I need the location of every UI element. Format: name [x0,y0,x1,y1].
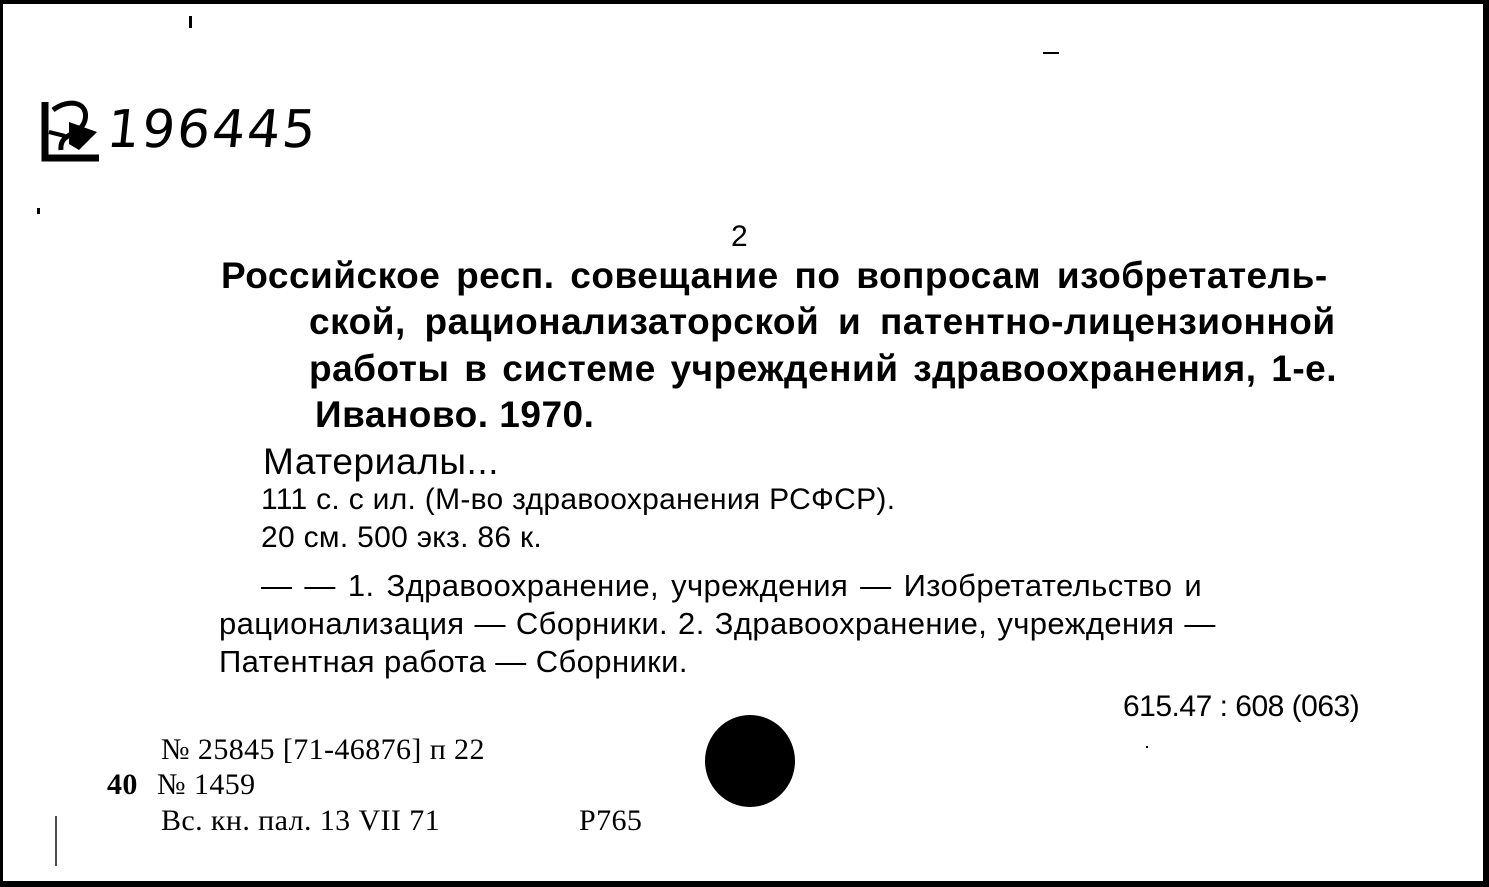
punched-hole [705,715,795,807]
materials-text: Материалы... [263,441,500,482]
title-line-3: работы в системе учреждений здравоохранения, 1-е. [309,348,1338,389]
description-line-1: 111 с. с ил. (М-во здравоохранения РСФСР). [261,483,896,516]
speck [189,16,192,28]
classification-index: 615.47 : 608 (063) [1123,690,1360,723]
subjects-line-1: — — 1. Здравоохранение, учреждения — Изобретательство и [261,568,1203,603]
title-line-2: ской, рационализаторской и патентно-лицензионной [309,301,1336,342]
footer-line-2: № 1459 [157,768,256,801]
footer-line-2-prefix: 40 [107,768,138,801]
library-stamp-icon [39,92,105,166]
footer-line-1: № 25845 [71-46876] п 22 [161,733,485,766]
title-line-4: Иваново. 1970. [315,394,595,435]
speck [1146,746,1148,748]
footer-line-3: Вс. кн. пал. 13 VII 71 [161,804,441,837]
subjects-line-3: Патентная работа — Сборники. [219,644,688,679]
description-line-2: 20 см. 500 экз. 86 к. [261,521,543,554]
handwritten-number: 196445 [103,100,321,160]
title-line-1: Российское респ. совещание по вопросам изобретатель- [221,255,1328,296]
subjects-line-2: рационализация — Сборники. 2. Здравоохранение, учреждения — [219,606,1216,641]
speck [55,816,57,866]
speck [37,208,40,214]
page-number: 2 [731,220,749,253]
footer-code: Р765 [579,804,643,837]
speck [1043,52,1059,54]
